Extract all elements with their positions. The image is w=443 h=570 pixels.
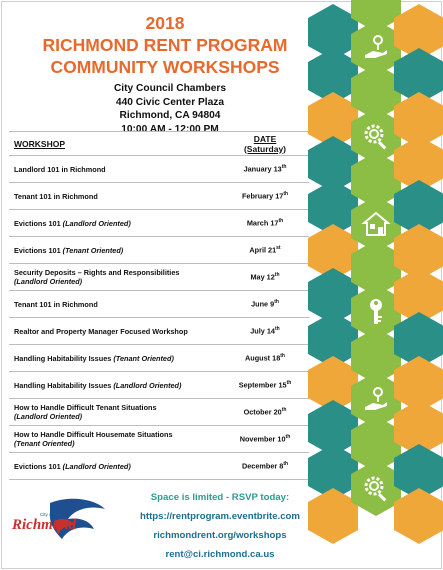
date-suffix: th [275, 326, 280, 333]
workshop-audience: (Landlord Oriented) [62, 461, 131, 471]
table-row [9, 183, 309, 210]
date-suffix: th [280, 353, 285, 360]
date-text: May 12 [250, 272, 275, 282]
workshop-date [221, 453, 309, 480]
date-text: January 13 [243, 164, 282, 174]
workshop-title: Tenant 101 in Richmond [14, 299, 98, 309]
location-street: 440 Civic Center Plaza [115, 96, 225, 108]
date-text: August 18 [244, 353, 281, 363]
workshop-date [221, 237, 309, 264]
workshop-name [9, 426, 221, 453]
workshop-date [221, 183, 309, 210]
hexagon-tile [308, 488, 358, 544]
workshop-audience-line2: (Landlord Oriented) [14, 277, 83, 286]
workshop-audience: (Tenant Oriented) [113, 353, 174, 363]
workshop-name [9, 372, 221, 399]
workshop-audience-line2: (Tenant Oriented) [14, 439, 75, 448]
workshop-date [221, 426, 309, 453]
workshop-date [221, 156, 309, 183]
date-suffix: st [276, 245, 281, 252]
date-header-line2: (Saturday) [243, 143, 287, 154]
workshop-date [221, 372, 309, 399]
table-row [9, 156, 309, 183]
table-row [9, 237, 309, 264]
workshop-name [9, 237, 221, 264]
workshop-name [9, 453, 221, 480]
workshop-name [9, 210, 221, 237]
hexagon-tile [351, 460, 401, 516]
date-text: September 15 [238, 380, 287, 390]
table-row [9, 264, 309, 291]
workshop-title: Evictions 101 [14, 218, 63, 228]
workshop-audience: (Landlord Oriented) [62, 218, 131, 228]
workshop-title: Security Deposits – Rights and Responsibilities [14, 268, 180, 277]
table-row [9, 345, 309, 372]
table-row [9, 291, 309, 318]
richmond-bird-icon [10, 495, 120, 555]
workshop-name [9, 345, 221, 372]
workshop-name [9, 318, 221, 345]
workshop-title: Tenant 101 in Richmond [14, 191, 98, 201]
date-suffix: th [285, 434, 291, 441]
workshop-title: Landlord 101 in Richmond [14, 164, 106, 174]
table-row [9, 426, 309, 453]
date-header-line1: DATE [253, 133, 277, 144]
workshop-name [9, 399, 221, 426]
date-column-header [221, 132, 309, 156]
logo-wordmark: Richmond [12, 517, 77, 533]
workshop-audience: (Landlord Oriented) [113, 380, 182, 390]
location-time: 10:00 AM - 12:00 PM [121, 123, 219, 135]
location-block [60, 82, 280, 136]
workshop-audience: (Tenant Oriented) [62, 245, 124, 255]
date-suffix: th [281, 164, 287, 171]
table-row [9, 372, 309, 399]
workshop-column-header: WORKSHOP [9, 132, 221, 156]
date-suffix: th [283, 461, 289, 468]
workshop-audience-line2: (Landlord Oriented) [14, 412, 83, 421]
workshop-date [221, 210, 309, 237]
table-row [9, 210, 309, 237]
date-text: June 9 [251, 299, 275, 309]
workshop-title: Evictions 101 [14, 245, 63, 255]
location-place: City Council Chambers [113, 83, 227, 94]
workshop-name [9, 183, 221, 210]
workshop-name [9, 291, 221, 318]
title-program: RICHMOND RENT PROGRAM [42, 35, 288, 55]
date-text: March 17 [246, 218, 279, 228]
workshop-date [221, 399, 309, 426]
date-suffix: th [281, 407, 287, 414]
table-row [9, 399, 309, 426]
date-text: February 17 [241, 191, 284, 201]
eventbrite-link[interactable]: https://rentprogram.eventbrite.com [140, 511, 300, 522]
email-link[interactable]: rent@ci.richmond.ca.us [165, 549, 275, 560]
title-workshops: COMMUNITY WORKSHOPS [50, 57, 280, 77]
workshop-date [221, 318, 309, 345]
date-text: December 8 [241, 461, 284, 471]
richmond-logo [10, 495, 120, 555]
location-city: Richmond, CA 94804 [119, 110, 221, 121]
date-suffix: th [283, 191, 289, 198]
date-suffix: th [274, 299, 279, 306]
date-suffix: th [278, 218, 284, 225]
workshop-title: How to Handle Difficult Tenant Situations [14, 403, 157, 412]
rsvp-notice: Space is limited - RSVP today: [150, 492, 290, 503]
workshop-date [221, 264, 309, 291]
hexagon-tile [394, 488, 443, 544]
workshops-link[interactable]: richmondrent.org/workshops [153, 530, 287, 541]
title-year: 2018 [145, 13, 185, 33]
table-row [9, 318, 309, 345]
workshop-title: Handling Habitability Issues [14, 380, 114, 390]
workshop-date [221, 345, 309, 372]
workshop-name [9, 264, 221, 291]
hexagon-decoration [300, 0, 443, 570]
workshop-table [9, 131, 309, 480]
workshop-date [221, 291, 309, 318]
table-header-row [9, 132, 309, 156]
date-suffix: th [286, 380, 292, 387]
date-suffix: th [274, 272, 280, 279]
date-text: October 20 [243, 407, 282, 417]
workshop-title: How to Handle Difficult Housemate Situations [14, 430, 173, 439]
logo-small-text: City of [40, 512, 53, 517]
workshop-title: Handling Habitability Issues [14, 353, 114, 363]
table-row [9, 453, 309, 480]
workshop-title: Evictions 101 [14, 461, 63, 471]
date-text: April 21 [249, 245, 277, 255]
workshop-title: Realtor and Property Manager Focused Workshop [14, 326, 188, 336]
date-text: July 14 [250, 326, 275, 336]
date-text: November 10 [239, 434, 286, 444]
workshop-name [9, 156, 221, 183]
